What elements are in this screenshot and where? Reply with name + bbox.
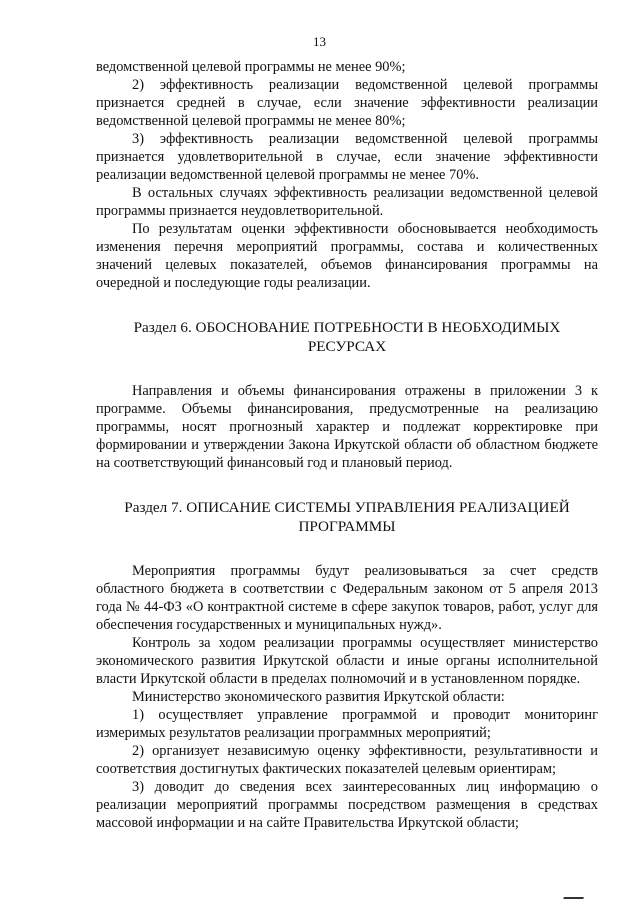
section-6-heading	[96, 318, 598, 356]
section-6-heading-line-1: Раздел 6. ОБОСНОВАНИЕ ПОТРЕБНОСТИ В НЕОБХОДИМЫХ	[133, 319, 561, 336]
top-paragraphs	[96, 58, 598, 292]
paragraph: 2) организует независимую оценку эффективности, результативности и соответствия достигнутых фактических показателей целевым ориентирам;	[96, 743, 598, 777]
section-7-heading	[96, 498, 598, 536]
paragraph: По результатам оценки эффективности обосновывается необходимость изменения перечня мероприятий программы, состава и количественных значений целевых показателей, объемов финансирования программы на очередной и последующие годы реализации.	[96, 221, 598, 291]
paragraph: 3) доводит до сведения всех заинтересованных лиц информацию о реализации мероприятий программы посредством размещения в средствах массовой информации и на сайте Правительства Иркутской области;	[96, 779, 598, 831]
paragraph: В остальных случаях эффективность реализации ведомственной целевой программы признается неудовлетворительной.	[96, 185, 598, 219]
section-6-heading-line-2: РЕСУРСАХ	[307, 338, 387, 355]
paragraph: Мероприятия программы будут реализовываться за счет средств областного бюджета в соответствии с Федеральным законом от 5 апреля 2013 года № 44-ФЗ «О контрактной системе в сфере закупок товаров, работ, услуг для обеспечения государственных и муниципальных нужд».	[96, 563, 598, 633]
paragraph: 1) осуществляет управление программой и проводит мониторинг измеримых результатов реализации программных мероприятий;	[96, 707, 598, 741]
page-content	[96, 58, 598, 832]
section-7-paragraphs	[96, 562, 598, 832]
page-number: 13	[313, 34, 326, 49]
section-6-paragraphs	[96, 382, 598, 472]
page-corner-mark	[563, 889, 587, 899]
paragraph: Контроль за ходом реализации программы осуществляет министерство экономического развития Иркутской области и иные органы исполнительной власти Иркутской области в пределах полномочий и в установленном порядке.	[96, 635, 598, 687]
section-7-heading-line-1: Раздел 7. ОПИСАНИЕ СИСТЕМЫ УПРАВЛЕНИЯ РЕАЛИЗАЦИЕЙ	[124, 499, 570, 516]
paragraph: 2) эффективность реализации ведомственной целевой программы признается средней в случае, если значение эффективности реализации ведомственной целевой программы не менее 80%;	[96, 77, 598, 129]
paragraph: Направления и объемы финансирования отражены в приложении 3 к программе. Объемы финансирования, предусмотренные на реализацию программы, носят прогнозный характер и подлежат корректировке при формировании и утверждении Закона Иркутской области об областном бюджете на соответствующий финансовый год и плановый период.	[96, 383, 598, 471]
section-7-heading-line-2: ПРОГРАММЫ	[298, 518, 396, 535]
paragraph: ведомственной целевой программы не менее 90%;	[96, 59, 406, 75]
paragraph: Министерство экономического развития Иркутской области:	[132, 689, 505, 705]
paragraph: 3) эффективность реализации ведомственной целевой программы признается удовлетворительной в случае, если значение эффективности реализации ведомственной целевой программы не менее 70%.	[96, 131, 598, 183]
